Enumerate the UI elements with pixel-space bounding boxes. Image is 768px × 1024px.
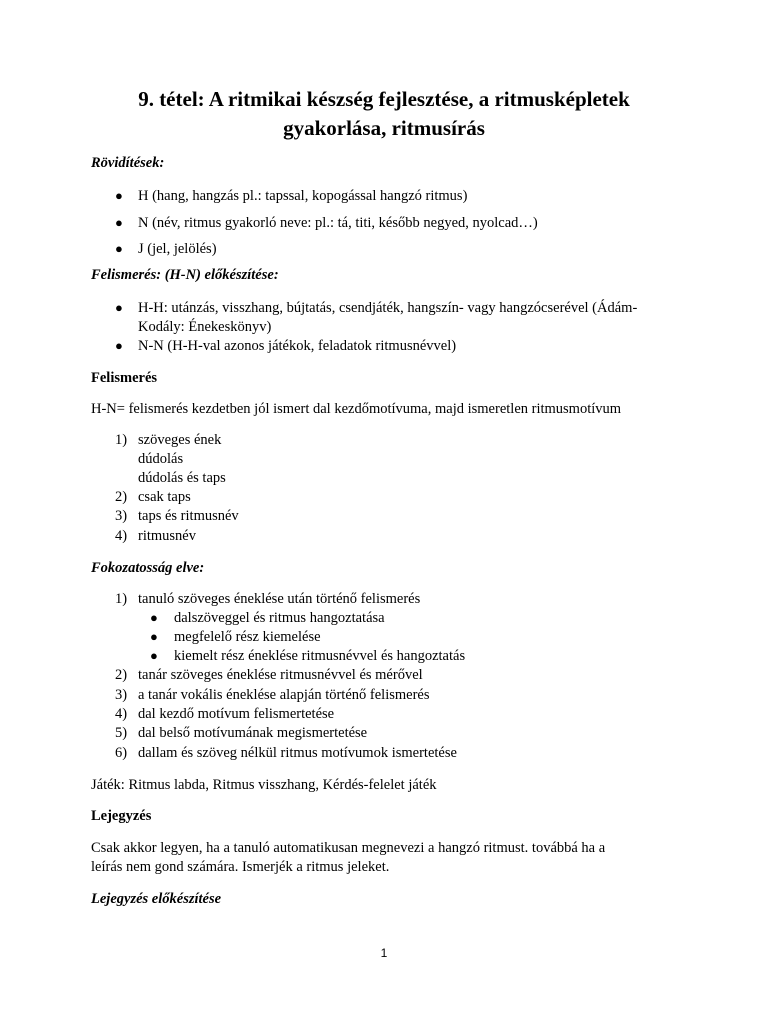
fokoz-item-3: a tanár vokális éneklése alapján történő felismerés [138,687,430,703]
list-number: 3) [115,687,128,703]
lejegyzes-line-2: leírás nem gond számára. Ismerjék a ritmus jeleket. [91,859,390,875]
list-number: 1) [115,591,128,607]
felism-item-1-line-1: szöveges ének [138,432,222,448]
list-number: 4) [115,528,128,544]
felism-intro: H-N= felismerés kezdetben jól ismert dal kezdőmotívuma, majd ismeretlen ritmusmotívum [91,401,622,417]
list-number: 1) [115,432,128,448]
bullet-icon: ● [115,215,123,230]
felism-heading: Felismerés [91,370,158,386]
felism-item-1-line-2: dúdolás [138,451,184,467]
list-number: 2) [115,489,128,505]
jatek-text: Játék: Ritmus labda, Ritmus visszhang, Kérdés-felelet játék [91,777,437,793]
list-number: 6) [115,745,128,761]
page-title [80,85,688,143]
lejegyzes-line-1: Csak akkor legyen, ha a tanuló automatikusan megnevezi a hangzó ritmust. továbbá ha a [91,840,606,856]
title-line-2: gyakorlása, ritmusírás [283,116,485,140]
bullet-icon: ● [115,300,123,315]
list-number: 5) [115,725,128,741]
title-line-1: 9. tétel: A ritmikai készség fejlesztése, a ritmusképletek [138,87,630,111]
fokoz-item-4: dal kezdő motívum felismertetése [138,706,335,722]
bullet-icon: ● [150,648,158,663]
felism-elo-heading: Felismerés: (H-N) előkészítése: [91,267,279,283]
lejegyzes-elo-heading: Lejegyzés előkészítése [91,891,222,907]
bullet-icon: ● [115,241,123,256]
felism-item-3: taps és ritmusnév [138,508,239,524]
felism-item-2: csak taps [138,489,191,505]
rovid-item-1: H (hang, hangzás pl.: tapssal, kopogással hangzó ritmus) [138,188,468,204]
felism-item-4: ritmusnév [138,528,196,544]
list-number: 4) [115,706,128,722]
fokoz-item-2: tanár szöveges éneklése ritmusnévvel és mérővel [138,667,423,683]
page-number: 1 [380,946,388,960]
felism-elo-item-1-line-2: Kodály: Énekeskönyv) [138,319,272,335]
bullet-icon: ● [150,610,158,625]
felism-item-1-line-3: dúdolás és taps [138,470,226,486]
fokoz-sub-2: megfelelő rész kiemelése [174,629,321,645]
fokoz-sub-3: kiemelt rész éneklése ritmusnévvel és hangoztatás [174,648,466,664]
lejegyzes-heading: Lejegyzés [91,808,152,824]
bullet-icon: ● [115,338,123,353]
fokoz-item-5: dal belső motívumának megismertetése [138,725,368,741]
bullet-icon: ● [115,188,123,203]
rovid-item-3: J (jel, jelölés) [138,241,217,257]
fokoz-sub-1: dalszöveggel és ritmus hangoztatása [174,610,385,626]
felism-elo-item-1-line-1: H-H: utánzás, visszhang, bújtatás, csendjáték, hangszín- vagy hangzócserével (Ádám- [138,300,638,316]
rovid-item-2: N (név, ritmus gyakorló neve: pl.: tá, titi, később negyed, nyolcad…) [138,215,538,231]
rovid-heading: Rövidítések: [91,155,165,171]
fokoz-heading: Fokozatosság elve: [91,560,205,576]
list-number: 3) [115,508,128,524]
list-number: 2) [115,667,128,683]
fokoz-item-6: dallam és szöveg nélkül ritmus motívumok ismertetése [138,745,457,761]
felism-elo-item-2: N-N (H-H-val azonos játékok, feladatok ritmusnévvel) [138,338,457,354]
bullet-icon: ● [150,629,158,644]
fokoz-item-1: tanuló szöveges éneklése után történő felismerés [138,591,421,607]
